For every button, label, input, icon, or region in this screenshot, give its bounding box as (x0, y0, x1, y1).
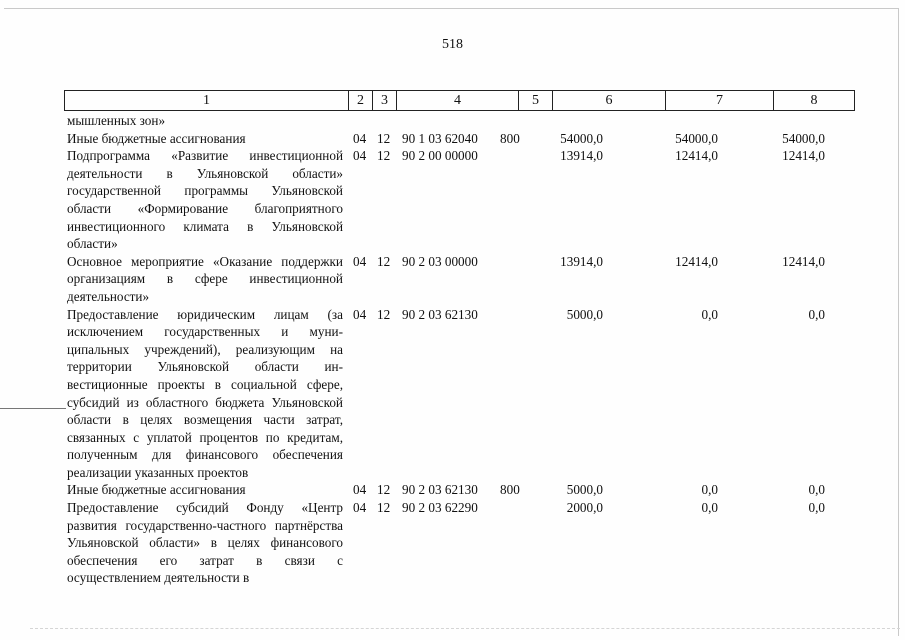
table-row (0, 112, 905, 130)
row-description: мышленных зон» (67, 113, 166, 128)
section-code: 04 (353, 253, 367, 269)
column-header-8: 8 (774, 91, 855, 111)
amount-col6: 5000,0 (566, 306, 603, 322)
scan-line-artifact (0, 408, 66, 409)
amount-col8: 0,0 (808, 306, 825, 322)
amount-col8: 54000,0 (782, 130, 825, 146)
amount-col7: 0,0 (701, 306, 718, 322)
section-code: 04 (353, 482, 367, 498)
table-row (0, 130, 905, 148)
subsection-code: 12 (377, 130, 391, 146)
amount-col8: 12414,0 (782, 148, 825, 164)
row-description: Подпрограмма «Развитие инвестиционной деятельности в Ульяновской области» государственной программы Ульяновской области «Формирование благоприятного инвестиционного климата в Ульяновской области» (67, 148, 343, 252)
table-row (0, 481, 905, 499)
row-description: Предоставление субсидий Фонду «Центр развития государственно-частного партнёрства Ульяновской области» в целях финансового обеспечения его затрат в связи с осуществлением деятельности в (67, 500, 343, 586)
row-description: Иные бюджетные ассигнования (67, 482, 246, 498)
section-code: 04 (353, 148, 367, 164)
page-number: 518 (442, 37, 463, 52)
section-code: 04 (353, 130, 367, 146)
amount-col7: 0,0 (701, 500, 718, 516)
amount-col6: 2000,0 (566, 500, 603, 516)
column-header-3: 3 (373, 91, 397, 111)
amount-col7: 12414,0 (675, 253, 718, 269)
amount-col6: 54000,0 (560, 130, 603, 146)
subsection-code: 12 (377, 482, 391, 498)
column-header-row (65, 91, 855, 111)
target-item-code: 90 2 03 62130 (402, 306, 478, 322)
subsection-code: 12 (377, 306, 391, 322)
row-description: Основное мероприятие «Оказание поддержки организациям в сфере инвестиционной деятельности» (67, 253, 343, 304)
amount-col7: 54000,0 (675, 130, 718, 146)
amount-col8: 0,0 (808, 500, 825, 516)
section-code: 04 (353, 306, 367, 322)
subsection-code: 12 (377, 500, 391, 516)
table-row (0, 306, 905, 482)
amount-col6: 13914,0 (560, 148, 603, 164)
amount-col8: 12414,0 (782, 253, 825, 269)
table-row (0, 499, 905, 587)
scan-edge-artifact (30, 628, 900, 629)
target-item-code: 90 1 03 62040 (402, 130, 478, 146)
column-header-5: 5 (519, 91, 553, 111)
column-header-1: 1 (65, 91, 349, 111)
subsection-code: 12 (377, 253, 391, 269)
expense-type-code: 800 (500, 482, 520, 498)
column-header-table (64, 90, 855, 111)
column-header-7: 7 (666, 91, 774, 111)
row-description: Иные бюджетные ассигнования (67, 130, 246, 146)
column-header-6: 6 (553, 91, 666, 111)
amount-col7: 0,0 (701, 482, 718, 498)
target-item-code: 90 2 03 62130 (402, 482, 478, 498)
table-row (0, 253, 905, 306)
table-row (0, 147, 905, 253)
amount-col6: 5000,0 (566, 482, 603, 498)
amount-col6: 13914,0 (560, 253, 603, 269)
subsection-code: 12 (377, 148, 391, 164)
amount-col7: 12414,0 (675, 148, 718, 164)
expense-type-code: 800 (500, 130, 520, 146)
column-header-4: 4 (397, 91, 519, 111)
row-description: Предоставление юридическим лицам (за исключением государственных и муниципальных учреждений), реализующим на территории Ульяновской области инвестиционные проекты в социальной сфере, субсидий из областного бюджета Ульяновской области в целях возмещения части затрат, связанных с уплатой процентов по кредитам, полученным для финансового обеспечения реализации указанных проектов (67, 306, 343, 480)
amount-col8: 0,0 (808, 482, 825, 498)
target-item-code: 90 2 03 00000 (402, 253, 478, 269)
target-item-code: 90 2 03 62290 (402, 500, 478, 516)
budget-table-body (0, 112, 905, 587)
section-code: 04 (353, 500, 367, 516)
target-item-code: 90 2 00 00000 (402, 148, 478, 164)
column-header-2: 2 (349, 91, 373, 111)
